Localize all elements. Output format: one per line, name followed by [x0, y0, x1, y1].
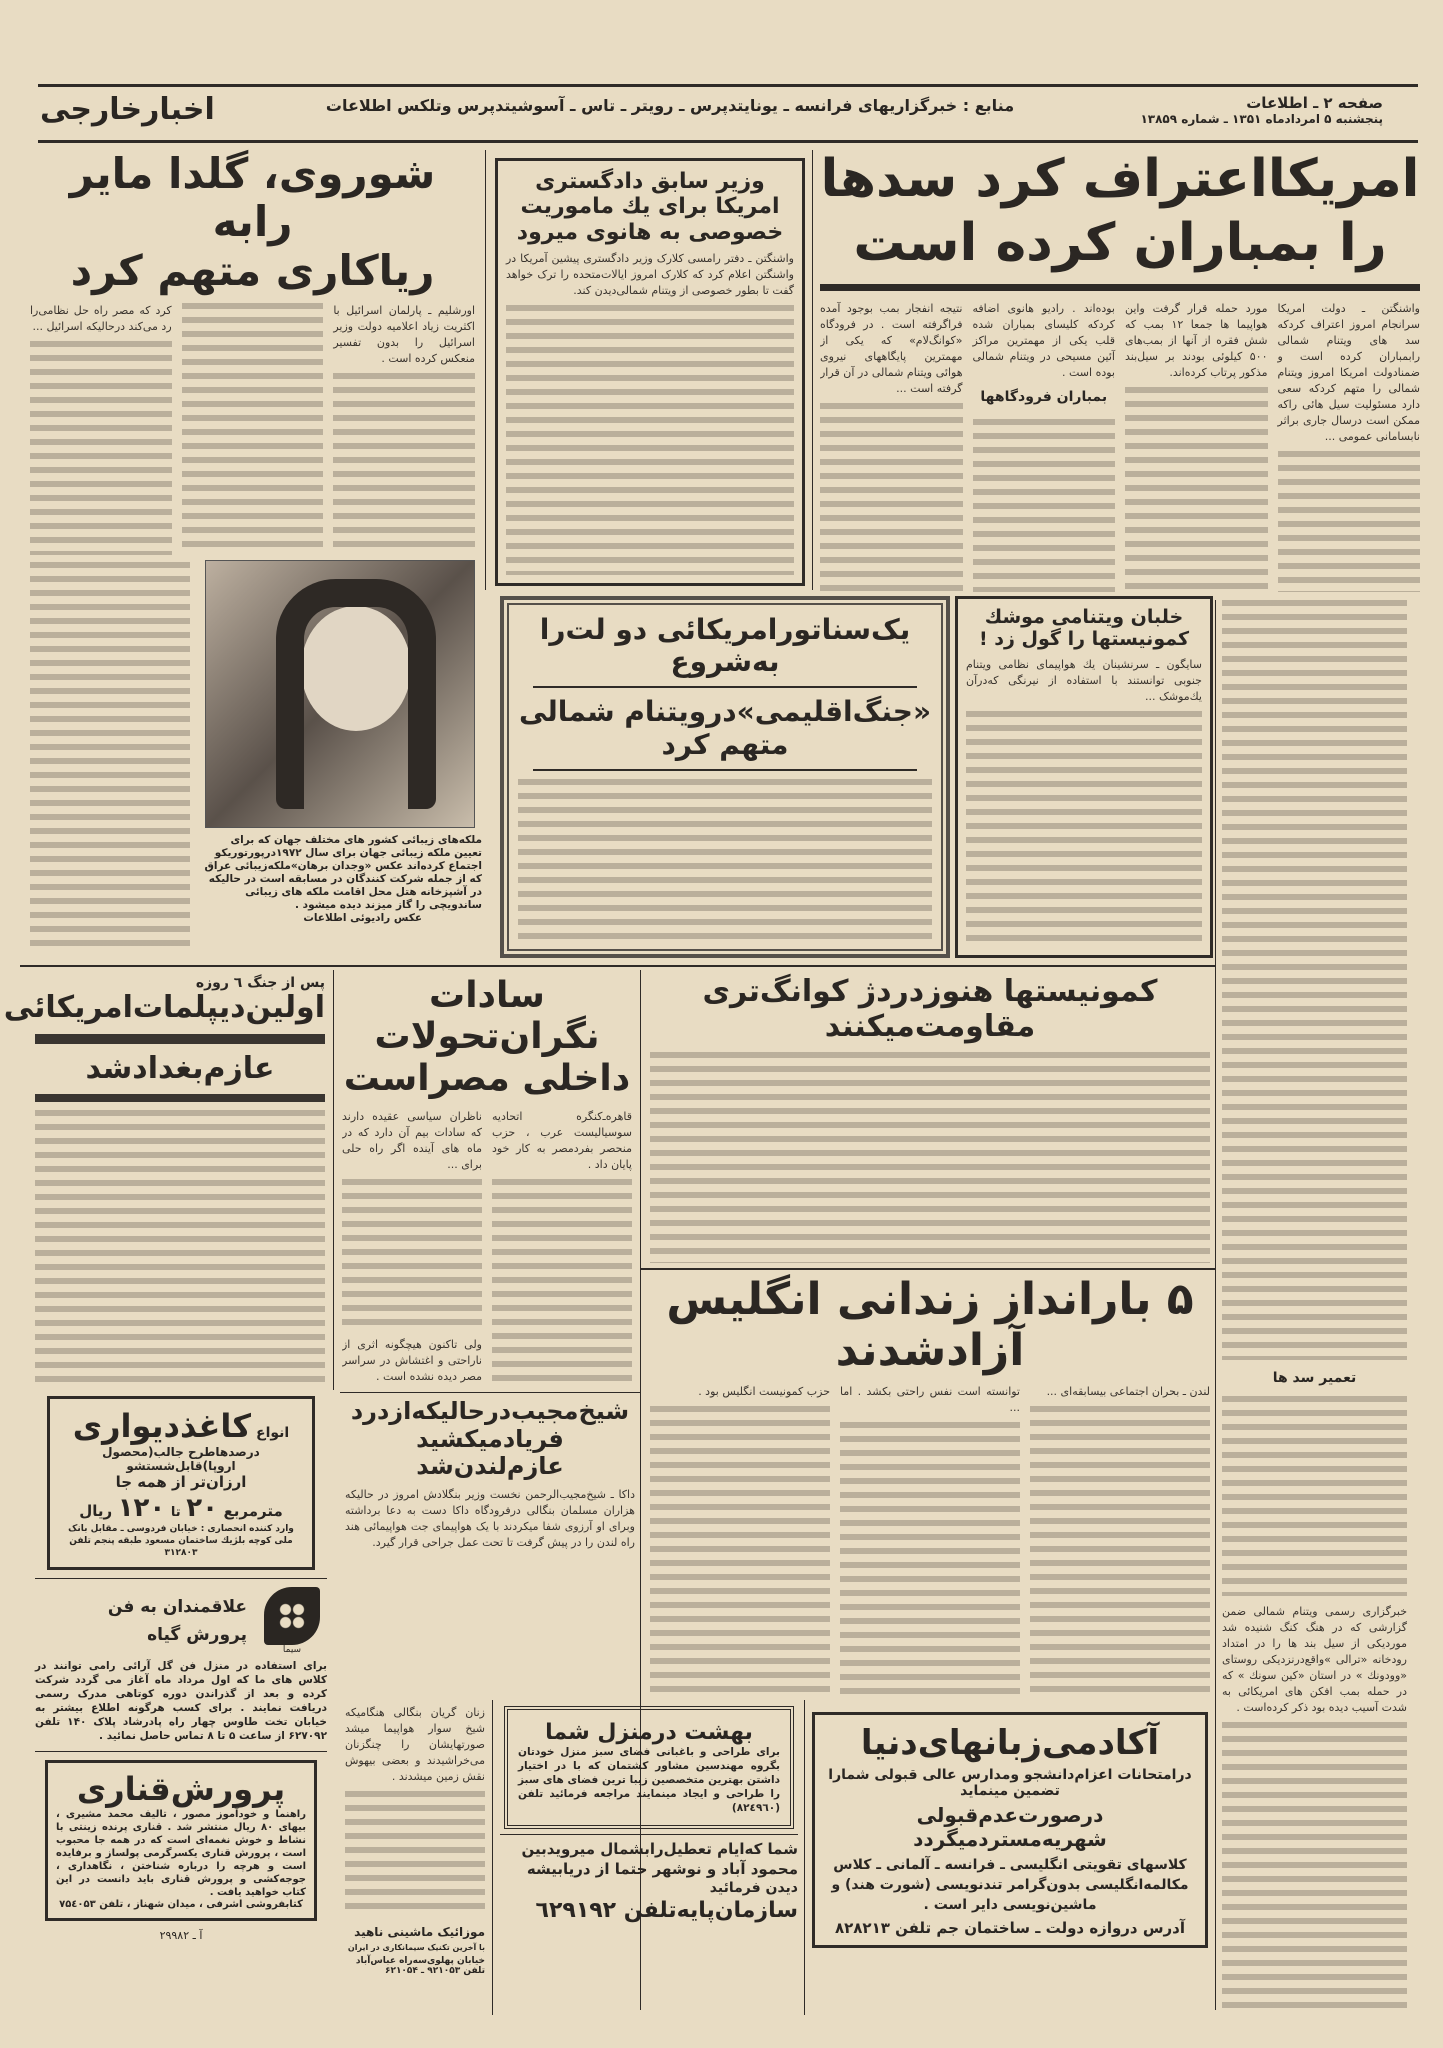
ad-address: وارد کننده انحصاری : خیابان فردوسی ـ مقابل بانک ملی کوچه بلژیك ساختمان مسعود طبقه پنجم تلفن ۳۱۲۸۰۳ [68, 1524, 294, 1558]
wallpaper-ad [47, 1396, 315, 1570]
issue-date: پنجشنبه ۵ امردادماه ۱۳۵۱ ـ شماره ۱۳۸۵۹ [1140, 112, 1383, 126]
senator-headline-2: «جنگ‌اقلیمی»درویتنام شمالی متهم کرد [518, 695, 932, 761]
sadat-paragraph: قاهره‌ـ‌کنگره اتحادیه سوسیالیست عرب ، حزب منحصر بفردمصر به کار خود پایان داد . [492, 1110, 632, 1172]
masthead-page-info [1140, 94, 1383, 126]
price-unit: مترمربع [223, 1502, 283, 1520]
ad-title: بهشت درمنزل شما [545, 1720, 753, 1745]
rule [35, 1578, 327, 1579]
canary-ad [45, 1760, 317, 1921]
senator-headline-1: یک‌سناتورامریکائی دو لت‌را به‌شروع [539, 613, 911, 679]
clark-paragraph: واشنگتن ـ دفتر رامسی کلارک وزیر دادگستری پیشین آمریکا در واشنگتن اعلام کرد که کلارک امروز ایالات‌متحده را ترک خواهد گفت تا بطور خصوصی از ویتنام شمالی‌دیدن کند. [506, 251, 794, 297]
mujib-paragraph: زنان گریان بنگالی هنگامیکه شیخ سوار هواپیما میشد صورتهایشان را چنگزنان می‌خراشیدند و بعضی بیهوش نقش زمین میشدند . [345, 1706, 485, 1783]
beauty-queen-photo [205, 560, 475, 828]
ad-title: کاغذدیواری [72, 1407, 251, 1445]
ad-line: محمود آباد و نوشهر حتما از دریابیشه [526, 1860, 798, 1878]
ad-sub: با آخرین تکنیک سیمانکاری در ایران [347, 1943, 485, 1952]
left-ads-column [35, 1396, 327, 2036]
photo-credit: عکس رادیوئی اطلاعات [303, 912, 422, 924]
lead-subhead: بمباران فرودگاهها [980, 388, 1108, 405]
photo-caption [200, 834, 482, 925]
sima-ad [35, 1587, 327, 1743]
lead-continuation-column [1222, 600, 1407, 2010]
ad-body: برای استفاده در منزل فن گل آرائی رامی توانند در کلاس های ما که اول مرداد ماه آغاز می گردد شرکت کرده و بعد از گذراندن دوره کوتاهی مدرک رسمی دریافت نمایند . برای کسب هرگونه اطلاع بیشتر به خیابان تخت طاوس چهار راه پادرشاد پلاک ۱۴۰ تلفن ۶۲۷۰۹۲ از ساعت ۵ تا ۸ تماس حاصل نمائید . [35, 1660, 327, 1742]
pilot-headline: خلبان ویتنامی موشك کمونیستها را گول زد ! [978, 606, 1190, 650]
dockers-paragraph: توانسته است نفس راحتی بکشد . اما ... [840, 1385, 1020, 1415]
sadat-paragraph: ناظران سیاسی عقیده دارند که سادات بیم آن دارد که در ماه های آینده اگر راه حلی برای ... [342, 1110, 482, 1172]
right-paragraph: خبرگزاری رسمی ویتنام شمالی ضمن گزارشی که در هنگ کنگ شنیده شد موردیکی از سیل بند ها را در امتداد رودخانه «ترالی »واقع‌درنزدیکی روستای «وودونك » در استان «کین سونك » که در حمله بمب افکن های امریکائی به شدت آسیب دیده بود ذکر کرده‌است . [1222, 1605, 1407, 1714]
logo-text: سیما [282, 1645, 302, 1655]
price-to: ۱۲۰ [117, 1493, 166, 1523]
golda-story [30, 150, 475, 555]
mujib-headline-2: فریادمیکشید عازم‌لندن‌شد [416, 1424, 564, 1481]
mujib-paragraph: داکا ـ شیخ‌مجیب‌الرحمن نخست وزیر بنگلادش امروز در حالیکه هزاران مسلمان بنگالی درفرودگاه داکا دست به دعا برداشته وبرای او آرزوی شفا میکردند با یک هواپیمای جت هواپیمائی هند راه لندن را در پیش گرفت تا تحت عمل جراحی قرار گیرد. [345, 1487, 635, 1549]
caption-text: ملکه‌های زیبائی کشور های مختلف جهان که برای تعیین ملکه زیبائی جهان برای سال ۱۹۷۲درپورتوریکو اجتماع کرده‌اند عکس «وجدان برهان»ملکه‌زیبائی عراق که از جمله شرکت کنندگان در مسابقه است در حالیکه در آشپزخانه هتل محل اقامت ملکه های زیبائی ساندویچی را گاز میزند دیده میشود . [204, 834, 482, 911]
middle-ads-column [500, 1706, 798, 2016]
diplomat-headline-2: عازم‌بغدادشد [85, 1050, 275, 1086]
currency: ریال [79, 1502, 113, 1520]
photo-hair [276, 579, 436, 809]
golda-headline-2: ریاکاری متهم کرد [70, 245, 435, 295]
sima-logo [257, 1587, 327, 1655]
ad-shop: کتابفروشی اشرفی ، میدان شهناز ، تلفن ۷۵٤۰۵۳ [59, 1898, 303, 1910]
ad-code: آ ـ ۲۹۹۸۲ [159, 1928, 203, 1942]
ad-address: خیابان پهلوی‌سه‌راه عباس‌آباد تلفن ۹۲۱۰۵۳ ـ ۶۲۱۰۵۴ [355, 1956, 485, 1976]
ad-line: کلاسهای تقویتی انگلیسی ـ فرانسه ـ آلمانی ـ کلاس مکالمه‌انگلیسی بدون‌گرامر تندنویسی (شورت هند) و ماشین‌نویسی دایر است . [831, 1857, 1189, 1913]
golda-paragraph: کرد که مصر راه حل نظامی‌را رد می‌کند درحالیکه اسرائیل ... [30, 303, 172, 333]
lead-paragraph: واشنگتن ـ دولت امریکا سرانجام امروز اعتراف کردکه سد های ویتنام شمالی رابمباران کرده است و ضمنادولت امریکا امروز ویتنام شمالی را متهم کردکه سعی دارد مسئولیت سیل هائی راکه ممکن است درسال جاری براثر نابسامانی عمومی ... [1277, 301, 1420, 443]
lead-story [820, 150, 1420, 592]
mujib-story [345, 1398, 635, 1698]
mujib-headline-1: شیخ‌مجیب‌درحالیکه‌ازدرد [350, 1397, 630, 1425]
page-number: صفحه ۲ ـ اطلاعات [1246, 94, 1383, 112]
golda-headline-1: شوروی، گلدا مایر رابه [69, 149, 436, 247]
quangtri-headline: کمونیستها هنوزدردژ کوانگ‌تری مقاومت‌میکنند [702, 974, 1158, 1044]
ad-title: موزائیک ماشینی ناهید [354, 1925, 485, 1939]
shomal-ad [500, 1840, 798, 1923]
right-subhead: تعمیر سد ها [1272, 1370, 1357, 1386]
ad-line: ارزان‌تر از همه جا [115, 1473, 247, 1491]
rule [38, 140, 1418, 143]
pilot-paragraph: سایگون ـ سرنشینان یك هواپیمای نظامی ویتنام جنوبی توانستند با استفاده از نیرنگی که‌درآن یك‌موشک ... [966, 657, 1202, 703]
diplomat-story [3, 975, 325, 1383]
price-from: ۲۰ [186, 1493, 218, 1523]
ad-body: برای طراحی و باغبانی فضای سبز منزل خودتان بگروه مهندسین مشاور کشتمان که با در اختیار داشتن بهترین متخصصین زیبا ترین فضای های سبز را طراحی و ایجاد مینمایند مراجعه فرمائید تلفن (۸۲٤۹٦۰) [518, 1746, 780, 1814]
ad-title: پرورش گیاه [147, 1625, 247, 1645]
section-title: اخبارخارجی [40, 92, 215, 127]
diplomat-kicker: پس از جنگ ٦ روزه [195, 975, 325, 991]
rule [500, 1834, 798, 1835]
senator-story-box [500, 596, 950, 958]
ad-line: درامتحانات اعزام‌دانشجو ومدارس عالی قبولی شمارا تضمین مینماید [828, 1767, 1192, 1799]
ad-address: آدرس دروازه دولت ـ ساختمان جم تلفن ۸۲۸۲۱۳ [834, 1919, 1186, 1937]
pilot-story-box [955, 596, 1213, 958]
lead-paragraph: بوده‌اند . رادیو هانوی اضافه کردکه کلیسای بمباران شده قلب یکی از مهمترین مراکز آئین مسیحی در ویتنام شمالی بوده است . [972, 301, 1115, 379]
dockers-paragraph: حزب کمونیست انگلیس بود . [698, 1385, 830, 1399]
heaven-ad [504, 1706, 794, 1829]
lead-paragraph: مورد حمله قرار گرفت واین هواپیما ها جمعا ۱۲ بمب که شش فقره از آنها از بمب‌های ۵۰۰ کیلوئی بودند بر سیل‌بند مذکور پرتاب کرده‌اند. [1125, 301, 1268, 379]
column-rule [1215, 600, 1216, 2010]
ad-title: پرورش‌قناری [76, 1770, 286, 1808]
dockers-headline: ۵ بارانداز زندانی انگلیس آزادشدند [666, 1274, 1194, 1376]
lead-headline-1: امریکااعتراف کرد سدها [820, 149, 1420, 209]
academy-ad [812, 1712, 1208, 1948]
sadat-headline: سادات نگران‌تحولات داخلی مصراست [343, 975, 631, 1099]
dockers-story [650, 1275, 1210, 1700]
sadat-story [342, 975, 632, 1385]
dockers-paragraph: لندن ـ بحران اجتماعی بیسابقه‌ای ... [1046, 1385, 1210, 1399]
lead-paragraph: نتیجه انفجار بمب بوجود آمده فراگرفته است . در فرودگاه «کوانگ‌لام» که یکی از مهمترین پایگاههای نیروی هوائی ویتنام شمالی در آن قرار گرفته است ... [820, 301, 963, 395]
ad-line: درصدهاطرح جالب(محصول اروپا)قابل‌شستشو [102, 1445, 260, 1473]
ad-line: شما که‌ایام تعطیل‌رابشمال میرویدبین [521, 1840, 798, 1858]
rule [820, 284, 1420, 291]
lead-body [820, 301, 1420, 592]
ad-phone: سازمان‌پایه‌تلفن ٦۲۹۱۹۲ [535, 1898, 798, 1923]
ad-title: آکادمی‌زبانهای‌دنیا [860, 1723, 1160, 1763]
mujib-story-continued [345, 1705, 485, 1917]
quangtri-story [650, 975, 1210, 1263]
diplomat-headline-1: اولین‌دیپلمات‌امریکائی [3, 990, 325, 1025]
clark-story-box [495, 158, 805, 586]
ad-line: دیدن فرمائید [709, 1880, 798, 1896]
ad-body: راهنما و خودآموز مصور ، تالیف محمد مشیری ، بیهای ۸۰ ریال منتشر شد . قناری پرنده زینتی با نشاط و خوش نغمه‌ای است که در همه جا محبوب است ، پرورش قناری یکسرگرمی پولساز و برفایده است و هرچه را درباره شناختن ، نگاهداری ، جوجه‌کشی و پرورش قناری باید دانست در این کتاب خواهید یافت . [56, 1808, 306, 1898]
golda-body-continued [30, 562, 190, 952]
price-to-word: تا [170, 1505, 181, 1520]
golda-body [30, 303, 475, 555]
rule [35, 1751, 327, 1752]
ad-line: درصورت‌عدم‌قبولی شهریه‌مستردمیگردد [913, 1803, 1107, 1851]
clark-headline: وزیر سابق دادگستری امریکا برای یك ماموریت خصوصی به هانوی میرود [516, 169, 784, 245]
ad-kind: انواع [256, 1425, 290, 1441]
lead-headline-2: را بمباران کرده است [853, 212, 1387, 273]
sadat-paragraph-end: ولی تاکنون هیچگونه اثری از ناراحتی و اغتشاش در سراسر مصر دیده نشده است . [342, 1338, 482, 1383]
news-sources: منابع : خبرگزاریهای فرانسه ـ یونایتدپرس ـ رویتر ـ تاس ـ آسوشیتدپرس وتلکس اطلاعات [325, 96, 1015, 115]
naheed-ad [345, 1925, 485, 1976]
golda-paragraph: اورشلیم ـ پارلمان اسرائیل با اکثریت زیاد اعلامیه دولت وزیر اسرائیل را بدون تفسیر منعکس کرده است . [333, 303, 475, 365]
rule [38, 84, 1418, 87]
ad-title: علاقمندان به فن [107, 1597, 247, 1617]
